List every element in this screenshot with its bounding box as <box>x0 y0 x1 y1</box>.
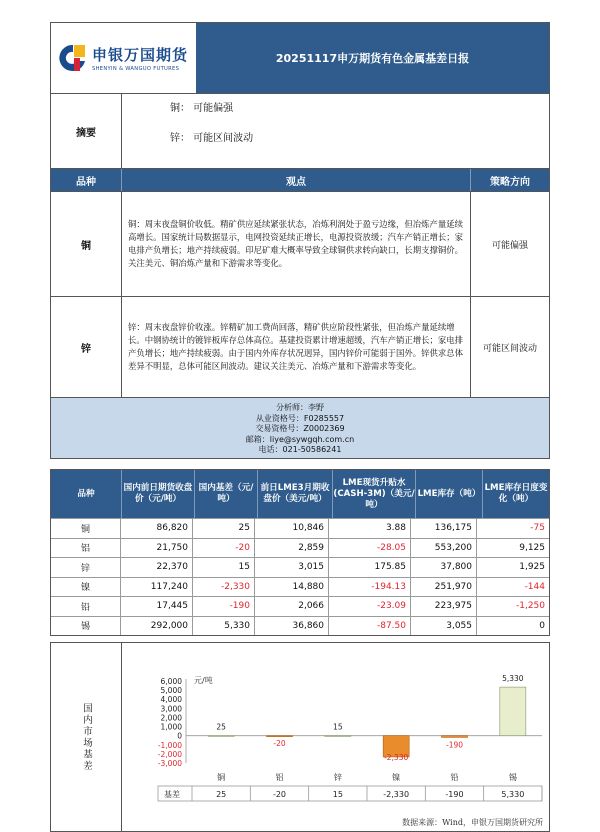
table-cell: 175.85 <box>329 558 411 577</box>
table-row <box>51 577 549 597</box>
y-tick-label: 5,000 <box>160 686 182 696</box>
analyst-phone: 电话：021-50586241 <box>258 445 342 454</box>
y-tick-label: -3,000 <box>157 759 182 768</box>
bar-0 <box>208 735 234 736</box>
view-header-strategy: 策略方向 <box>490 176 530 188</box>
view-row-text: 锌：周末夜盘锌价收涨。锌精矿加工费尚回落，精矿供应阶段性紧张，但冶炼产量延续增长。中钢协统计的镀锌板库存总体高位。基建投资累计增速超缓，汽车产销正增长；家电排产负增长；地产持续疲弱。由于国内外库存状况迥异，国内锌价可能弱于国外。锌供求总体差异不明显，总体可能区间波动。建议关注美元、冶炼产量和下游需求等变化。 <box>122 297 471 397</box>
col-header-lme-spread: LME现货升贴水(CASH-3M)（美元/吨） <box>333 470 416 518</box>
table-cell: -28.05 <box>329 539 411 558</box>
bar-4 <box>442 736 468 738</box>
table-row <box>51 596 549 616</box>
chart-side-label <box>51 643 122 831</box>
col-header-domestic-close: 国内前日期货收盘价（元/吨） <box>122 470 195 518</box>
chart-table-value: -190 <box>445 790 464 799</box>
y-tick-label: -1,000 <box>157 740 182 750</box>
data-source: 数据来源：Wind，申银万国期货研究所 <box>402 818 543 827</box>
data-label: 15 <box>333 722 343 732</box>
table-cell: 36,860 <box>255 617 329 636</box>
chart-table-value: 25 <box>216 790 227 799</box>
x-tick-label: 铅 <box>450 773 459 782</box>
col-header-domestic-basis: 国内基差（元/吨） <box>195 470 258 518</box>
y-tick-label: 4,000 <box>160 695 182 705</box>
x-tick-label: 锌 <box>333 773 342 782</box>
table-row <box>51 518 549 538</box>
table-cell: 2,859 <box>255 539 329 558</box>
chart-table-value: 15 <box>332 790 343 799</box>
logo-text <box>92 44 188 72</box>
table-cell: 3.88 <box>329 519 411 538</box>
basis-chart-svg <box>122 643 550 831</box>
table-cell: 0 <box>539 620 545 631</box>
view-table-header <box>51 169 549 192</box>
table-cell: 17,445 <box>121 597 193 616</box>
x-tick-label: 铝 <box>275 773 284 782</box>
analyst-name: 分析师：李野 <box>276 403 324 412</box>
report-header <box>51 23 549 94</box>
view-row-strategy: 可能偏强 <box>491 240 528 251</box>
analyst-license: 从业资格号：F0285557 <box>255 413 345 423</box>
row-variety: 锌 <box>51 558 121 577</box>
col-header-lme-stock-change: LME库存日度变化（吨） <box>484 483 548 504</box>
table-cell: -87.50 <box>329 617 411 636</box>
report-page <box>50 22 550 832</box>
summary-body <box>122 94 549 168</box>
row-variety: 镍 <box>51 578 121 597</box>
data-label: 5,330 <box>502 674 524 684</box>
y-tick-label: 6,000 <box>160 677 182 686</box>
table-cell: 223,975 <box>411 597 477 616</box>
data-table-body <box>51 518 549 635</box>
table-cell: 117,240 <box>121 578 193 597</box>
chart-table-value: -20 <box>272 790 287 799</box>
view-row-name: 铜 <box>51 192 122 296</box>
bar-2 <box>325 736 351 737</box>
row-variety: 铅 <box>51 597 121 616</box>
basis-chart-section <box>50 642 550 832</box>
table-cell: 553,200 <box>411 539 477 558</box>
col-header-variety: 品种 <box>51 470 122 518</box>
analyst-trading-license: 交易资格号：Z0002369 <box>255 424 345 433</box>
col-header-lme-close: 前日LME3月期收盘价（美元/吨） <box>258 470 333 518</box>
bar-1 <box>267 736 293 737</box>
y-tick-label: 0 <box>177 731 182 741</box>
view-row-strategy: 可能区间波动 <box>482 343 537 354</box>
table-cell: 25 <box>193 519 255 538</box>
table-cell: 14,880 <box>255 578 329 597</box>
logo-mark-icon <box>59 43 87 73</box>
table-row <box>51 616 549 636</box>
view-header-viewpoint: 观点 <box>122 169 471 191</box>
table-cell: 2,066 <box>255 597 329 616</box>
view-header-variety: 品种 <box>51 169 122 191</box>
table-cell: -20 <box>193 539 255 558</box>
table-cell: -1,250 <box>515 601 545 612</box>
view-row-text: 铜：周末夜盘铜价收低。精矿供应延续紧张状态，冶炼利润处于盈亏边缘，但冶炼产量延续高增长。国家统计局数据显示，电网投资延续正增长，电源投资放缓；汽车产销正增长；家电排产负增长；地产持续疲弱。印尼矿难大概率导致全球铜供求转向缺口，长期支撑铜价。关注美元、铜冶炼产量和下游需求等变化。 <box>122 192 471 296</box>
y-tick-label: 3,000 <box>160 704 182 714</box>
summary-section <box>51 94 549 169</box>
bar-5 <box>500 687 526 736</box>
table-cell: 3,015 <box>255 558 329 577</box>
data-table-header <box>51 470 549 518</box>
table-cell: -190 <box>193 597 255 616</box>
table-cell: 15 <box>193 558 255 577</box>
view-row-copper <box>51 192 549 297</box>
y-tick-label: -2,000 <box>157 749 182 759</box>
row-variety: 铜 <box>51 519 121 538</box>
row-variety: 铝 <box>51 539 121 558</box>
basis-chart <box>122 643 549 831</box>
row-variety: 锡 <box>51 617 121 636</box>
data-label: -20 <box>273 738 286 748</box>
data-label: -2,330 <box>384 752 409 762</box>
table-cell: -194.13 <box>329 578 411 597</box>
table-row <box>51 538 549 558</box>
report-frame <box>50 22 550 459</box>
chart-table-row-label: 基差 <box>164 790 180 799</box>
table-cell: 3,055 <box>411 617 477 636</box>
x-tick-label: 镍 <box>392 773 401 782</box>
table-cell: 251,970 <box>411 578 477 597</box>
col-header-lme-stock: LME库存（吨） <box>416 470 483 518</box>
y-axis-unit: 元/吨 <box>194 676 213 685</box>
x-tick-label: 锡 <box>508 773 517 782</box>
table-cell: 37,800 <box>411 558 477 577</box>
logo-name-en: SHENYIN & WANGUO FUTURES <box>92 66 180 72</box>
basis-data-table <box>50 469 550 636</box>
table-cell: 86,820 <box>121 519 193 538</box>
view-row-name: 锌 <box>51 297 122 397</box>
table-row <box>51 557 549 577</box>
analyst-email: 邮箱：liye@sywgqh.com.cn <box>245 434 355 444</box>
chart-side-label-text: 国内市场基差 <box>81 702 92 772</box>
report-title: 20251117申万期货有色金属基差日报 <box>196 23 549 93</box>
data-label: 25 <box>216 722 226 732</box>
view-row-zinc <box>51 297 549 398</box>
table-cell: 9,125 <box>519 542 545 553</box>
table-cell: 292,000 <box>121 617 193 636</box>
chart-table-value: 5,330 <box>501 790 525 799</box>
table-cell: 21,750 <box>121 539 193 558</box>
summary-label: 摘要 <box>51 94 122 168</box>
table-cell: 22,370 <box>121 558 193 577</box>
table-cell: -75 <box>530 523 545 534</box>
table-cell: -23.09 <box>329 597 411 616</box>
data-label: -190 <box>445 740 464 750</box>
table-cell: 10,846 <box>255 519 329 538</box>
y-tick-label: 1,000 <box>160 722 182 732</box>
table-cell: 5,330 <box>193 617 255 636</box>
chart-table-value: -2,330 <box>383 790 410 799</box>
table-cell: 1,925 <box>519 562 545 573</box>
logo-name-cn: 申银万国期货 <box>92 46 189 64</box>
summary-line: 铜： 可能偏强 <box>170 103 234 114</box>
analyst-info <box>51 398 549 458</box>
table-cell: -2,330 <box>193 578 255 597</box>
y-tick-label: 2,000 <box>160 713 182 723</box>
table-cell: 136,175 <box>411 519 477 538</box>
summary-line: 锌： 可能区间波动 <box>170 133 254 144</box>
x-tick-label: 铜 <box>217 773 226 782</box>
logo <box>51 23 196 93</box>
table-cell: -144 <box>524 581 545 592</box>
